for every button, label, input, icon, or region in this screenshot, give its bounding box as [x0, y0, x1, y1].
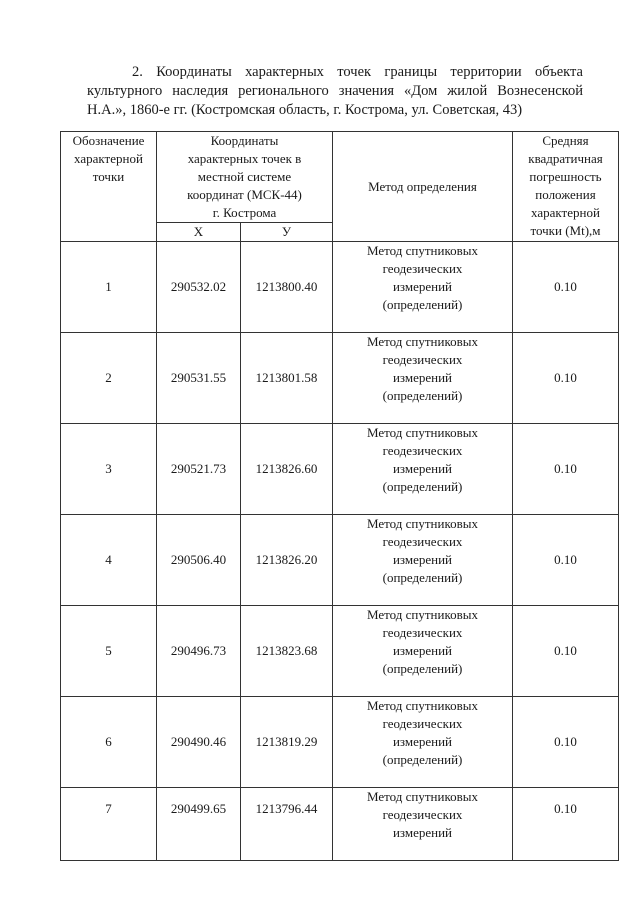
method-cell: [333, 515, 513, 606]
method-line: геодезических: [382, 261, 463, 276]
header-text: характерных точек в: [187, 151, 302, 166]
coord-x: 290496.73: [157, 606, 241, 697]
point-number: 3: [61, 424, 157, 515]
header-text: характерной: [74, 151, 143, 166]
coord-y: 1213826.60: [241, 424, 333, 515]
method-line: геодезических: [382, 625, 463, 640]
header-coordinates: [157, 132, 333, 223]
error-value: 0.10: [513, 788, 619, 861]
error-value: 0.10: [513, 697, 619, 788]
coord-x: 290499.65: [157, 788, 241, 861]
method-line: Метод спутниковых: [366, 334, 478, 349]
header-text: Координаты: [210, 133, 279, 148]
method-line: Метод спутниковых: [366, 243, 478, 258]
method-cell: [333, 788, 513, 861]
header-x: Х: [157, 223, 241, 242]
error-value: 0.10: [513, 242, 619, 333]
header-text: Обозначение: [72, 133, 145, 148]
header-point-designation: [61, 132, 157, 242]
coord-y: 1213796.44: [241, 788, 333, 861]
error-value: 0.10: [513, 606, 619, 697]
table-row: [61, 697, 619, 788]
method-line: измерений: [392, 279, 453, 294]
method-line: измерений: [392, 370, 453, 385]
point-number: 2: [61, 333, 157, 424]
error-value: 0.10: [513, 424, 619, 515]
table-row: [61, 515, 619, 606]
table-row: [61, 424, 619, 515]
method-line: (определений): [382, 752, 463, 767]
method-cell: [333, 424, 513, 515]
method-line: измерений: [392, 643, 453, 658]
header-text: погрешность: [529, 169, 602, 184]
header-text: г. Кострома: [212, 205, 277, 220]
coord-x: 290521.73: [157, 424, 241, 515]
method-line: измерений: [392, 734, 453, 749]
method-cell: [333, 606, 513, 697]
header-error: [513, 132, 619, 242]
method-line: Метод спутниковых: [366, 425, 478, 440]
method-line: геодезических: [382, 716, 463, 731]
point-number: 6: [61, 697, 157, 788]
coordinates-table: [60, 131, 619, 861]
coord-x: 290490.46: [157, 697, 241, 788]
method-line: измерений: [392, 825, 453, 840]
method-line: измерений: [392, 552, 453, 567]
method-line: (определений): [382, 297, 463, 312]
header-text: квадратичная: [528, 151, 603, 166]
method-line: (определений): [382, 388, 463, 403]
table-row: [61, 333, 619, 424]
heading-line-2: культурного наследия регионального значения «Дом жилой Вознесенской: [87, 83, 583, 99]
method-line: Метод спутниковых: [366, 789, 478, 804]
header-text: точки (Mt),м: [530, 223, 601, 238]
header-text: координат (МСК-44): [187, 187, 302, 202]
section-heading: [87, 63, 583, 120]
method-line: Метод спутниковых: [366, 607, 478, 622]
point-number: 7: [61, 788, 157, 861]
method-line: Метод спутниковых: [366, 698, 478, 713]
method-cell: [333, 242, 513, 333]
method-line: геодезических: [382, 534, 463, 549]
point-number: 5: [61, 606, 157, 697]
header-method: Метод определения: [333, 132, 513, 242]
coord-x: 290532.02: [157, 242, 241, 333]
method-line: Метод спутниковых: [366, 516, 478, 531]
header-text: положения: [535, 187, 596, 202]
coord-x: 290506.40: [157, 515, 241, 606]
coord-y: 1213801.58: [241, 333, 333, 424]
method-line: (определений): [382, 570, 463, 585]
header-y: У: [241, 223, 333, 242]
coord-y: 1213800.40: [241, 242, 333, 333]
coord-y: 1213819.29: [241, 697, 333, 788]
header-text: характерной: [531, 205, 600, 220]
coord-x: 290531.55: [157, 333, 241, 424]
method-line: (определений): [382, 661, 463, 676]
method-line: геодезических: [382, 807, 463, 822]
error-value: 0.10: [513, 515, 619, 606]
coord-y: 1213826.20: [241, 515, 333, 606]
header-text: местной системе: [197, 169, 292, 184]
method-line: (определений): [382, 479, 463, 494]
header-text: Средняя: [542, 133, 589, 148]
heading-line-3: Н.А.», 1860-е гг. (Костромская область, г. Кострома, ул. Советская, 43): [87, 102, 523, 118]
coord-y: 1213823.68: [241, 606, 333, 697]
method-line: измерений: [392, 461, 453, 476]
header-text: точки: [92, 169, 125, 184]
heading-line-1: 2. Координаты характерных точек границы территории объекта: [132, 64, 583, 80]
point-number: 1: [61, 242, 157, 333]
method-line: геодезических: [382, 352, 463, 367]
table-row: [61, 606, 619, 697]
error-value: 0.10: [513, 333, 619, 424]
table-row: [61, 242, 619, 333]
table-row: [61, 788, 619, 861]
method-cell: [333, 333, 513, 424]
method-line: геодезических: [382, 443, 463, 458]
method-cell: [333, 697, 513, 788]
point-number: 4: [61, 515, 157, 606]
